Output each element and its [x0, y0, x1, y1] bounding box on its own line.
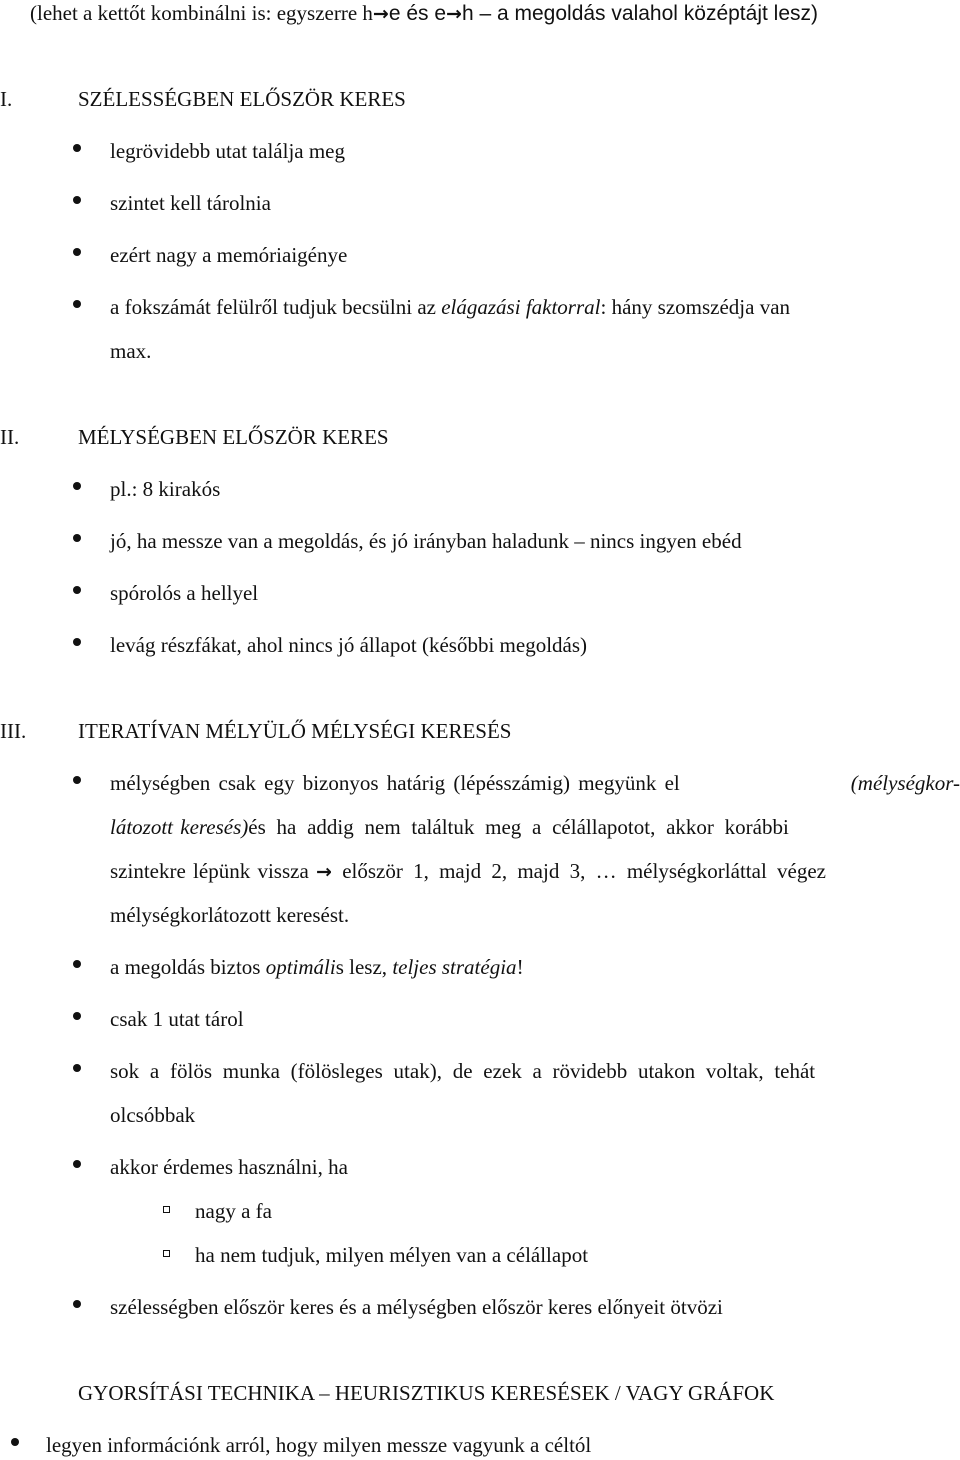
text: a fokszámát felülről tudjuk becsülni az	[110, 295, 442, 319]
bullet-icon	[73, 776, 81, 784]
bullet-icon	[73, 1160, 81, 1168]
bullet-icon	[73, 1064, 81, 1072]
intro-text-c: h – a megoldás valahol középtájt lesz)	[461, 2, 818, 25]
list-item: sok a fölös munka (fölösleges utak), de ezek a rövidebb utakon voltak, tehát	[110, 1059, 816, 1083]
paragraph-line	[110, 770, 960, 796]
arrow-right-icon: →	[446, 3, 462, 25]
bullet-icon	[73, 248, 81, 256]
list-item-continuation: max.	[110, 339, 152, 363]
square-bullet-icon	[163, 1206, 170, 1213]
list-item: szélességben először keres és a mélységben először keres előnyeit ötvözi	[110, 1295, 723, 1319]
bullet-icon	[73, 482, 81, 490]
text-italic: optimáli	[265, 955, 336, 979]
list-item: legrövidebb utat találja meg	[110, 139, 345, 163]
bullet-icon	[73, 1012, 81, 1020]
bullet-icon	[73, 638, 81, 646]
text-italic: látozott keresés)	[110, 815, 249, 839]
bullet-icon	[73, 144, 81, 152]
bullet-icon	[73, 1300, 81, 1308]
list-item-continuation: olcsóbbak	[110, 1103, 196, 1127]
paragraph-line	[110, 814, 960, 840]
text: !	[516, 955, 524, 979]
list-item	[110, 954, 524, 980]
bullet-icon	[73, 196, 81, 204]
section-title: GYORSÍTÁSI TECHNIKA – HEURISZTIKUS KERESÉSEK / VAGY GRÁFOK	[78, 1381, 775, 1405]
section-numeral: III.	[0, 719, 27, 743]
list-item: spórolós a hellyel	[110, 581, 259, 605]
section-numeral: II.	[0, 425, 20, 449]
bullet-icon	[73, 960, 81, 968]
text: először 1, majd 2, majd 3, … mélységkorláttal végez	[331, 859, 826, 883]
intro-line	[30, 0, 818, 27]
list-item: jó, ha messze van a megoldás, és jó irányban haladunk – nincs ingyen ebéd	[110, 529, 742, 553]
section-title: SZÉLESSÉGBEN ELŐSZÖR KERES	[78, 87, 406, 111]
text: s lesz,	[335, 955, 393, 979]
list-item: szintet kell tárolnia	[110, 191, 271, 215]
list-item: levág részfákat, ahol nincs jó állapot (későbbi megoldás)	[110, 633, 588, 657]
bullet-icon	[73, 300, 81, 308]
text-italic: elágazási faktorral	[441, 295, 601, 319]
text: mélységben csak egy bizonyos határig (lépésszámig) megyünk el	[110, 771, 680, 795]
list-item: ezért nagy a memóriaigénye	[110, 243, 348, 267]
section-numeral: I.	[0, 87, 13, 111]
square-bullet-icon	[163, 1250, 170, 1257]
section-title: MÉLYSÉGBEN ELŐSZÖR KERES	[78, 425, 389, 449]
bullet-icon	[73, 586, 81, 594]
bullet-icon	[11, 1438, 19, 1446]
paragraph-line	[110, 858, 960, 885]
text: : hány szomszédja van	[600, 295, 791, 319]
list-item: akkor érdemes használni, ha	[110, 1155, 348, 1179]
sub-list-item: nagy a fa	[195, 1199, 272, 1223]
list-item: csak 1 utat tárol	[110, 1007, 244, 1031]
intro-text-a: (lehet a kettőt kombinálni is: egyszerre h	[30, 1, 373, 25]
text-italic: (mélységkor-	[850, 771, 960, 795]
text: és ha addig nem találtuk meg a célállapotot, akkor korábbi	[248, 815, 789, 839]
sub-list-item: ha nem tudjuk, milyen mélyen van a célállapot	[195, 1243, 589, 1267]
paragraph-line: mélységkorlátozott keresést.	[110, 903, 350, 927]
bullet-icon	[73, 534, 81, 542]
list-item: pl.: 8 kirakós	[110, 477, 221, 501]
section-title: ITERATÍVAN MÉLYÜLŐ MÉLYSÉGI KERESÉS	[78, 719, 512, 743]
text-italic: teljes stratégia	[392, 955, 517, 979]
list-item: legyen információnk arról, hogy milyen messze vagyunk a céltól	[46, 1433, 592, 1457]
list-item	[110, 294, 790, 320]
arrow-right-icon: →	[316, 861, 332, 883]
text: a megoldás biztos	[110, 955, 266, 979]
arrow-right-icon: →	[372, 3, 389, 25]
text: szintekre lépünk vissza	[110, 859, 317, 883]
intro-text-b: e és e	[388, 2, 447, 25]
